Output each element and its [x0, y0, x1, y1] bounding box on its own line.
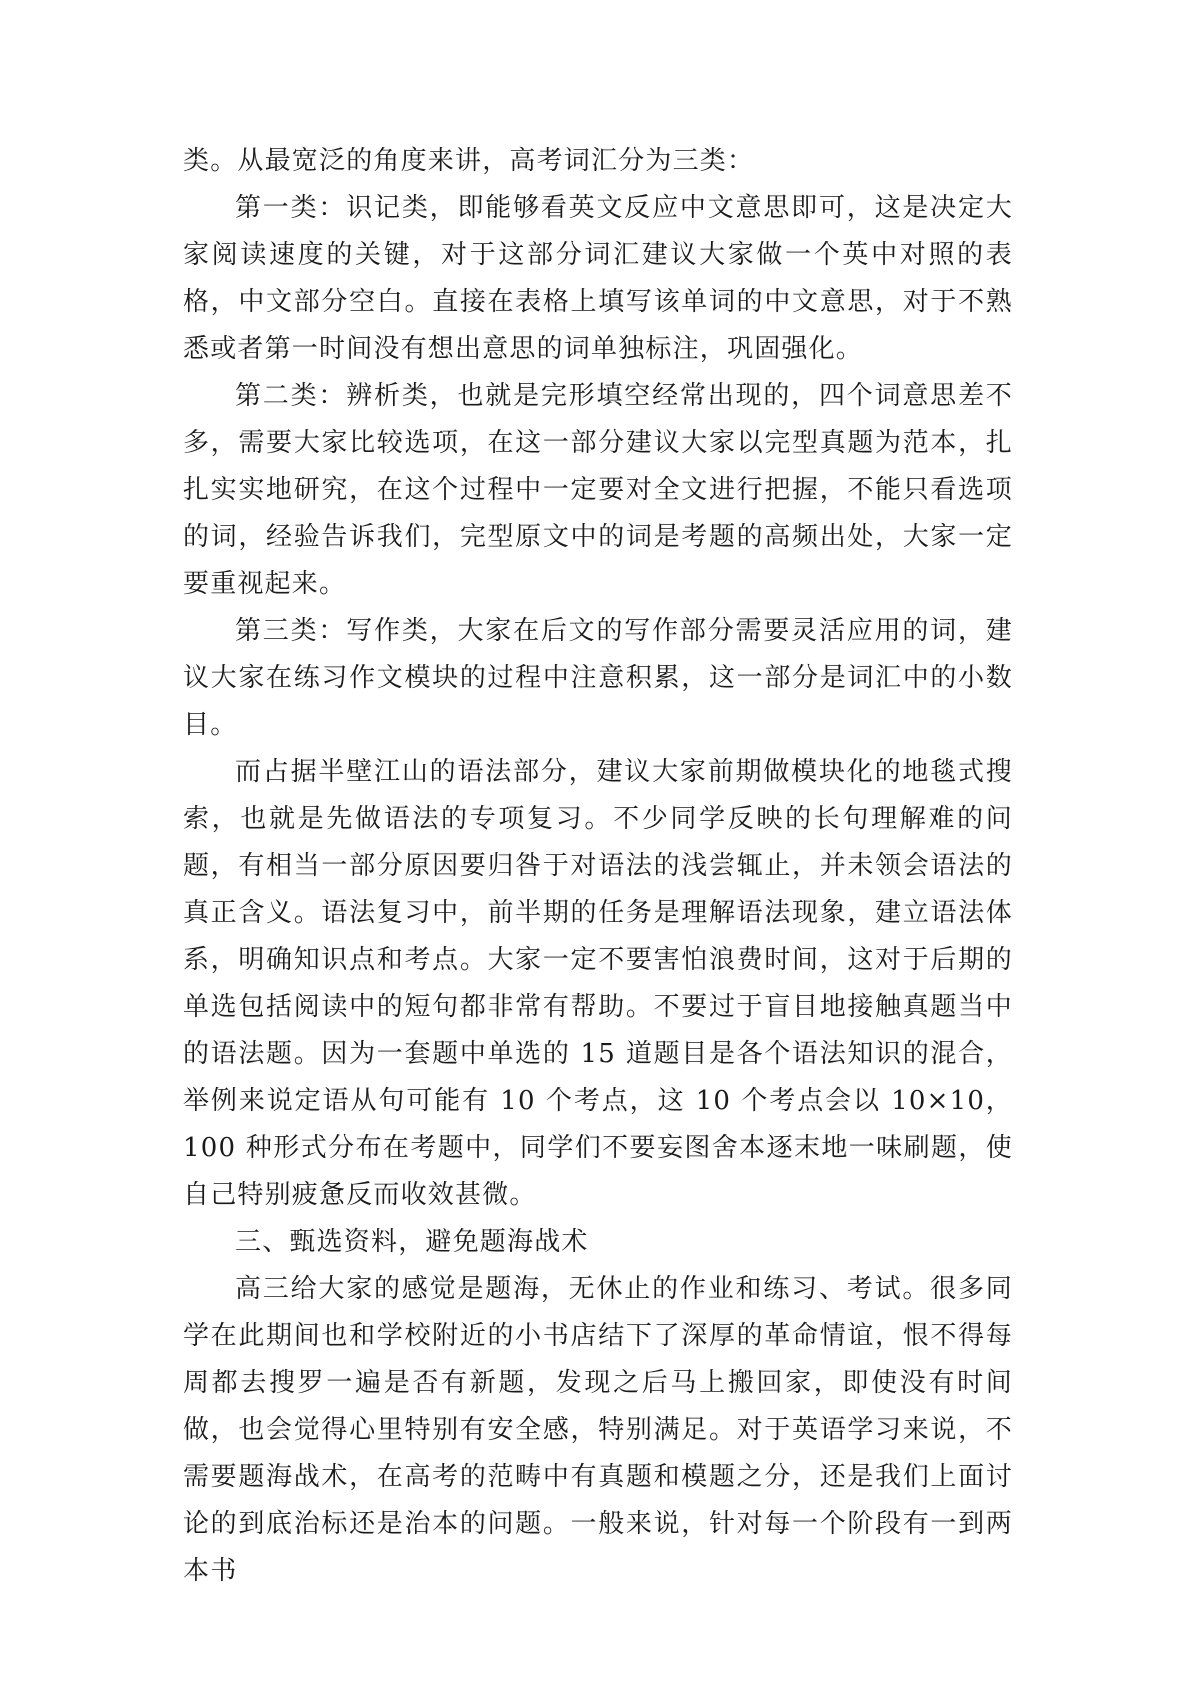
paragraph-continuation: 类。从最宽泛的角度来讲，高考词汇分为三类：	[183, 146, 755, 176]
document-body	[183, 138, 1013, 1595]
paragraph-category-three: 第三类：写作类，大家在后文的写作部分需要灵活应用的词，建议大家在练习作文模块的过程中注意积累，这一部分是词汇中的小数目。	[183, 616, 1013, 740]
section-heading-three: 三、甄选资料，避免题海战术	[235, 1227, 589, 1257]
paragraph-category-two: 第二类：辨析类，也就是完形填空经常出现的，四个词意思差不多，需要大家比较选项，在这一部分建议大家以完型真题为范本，扎扎实实地研究，在这个过程中一定要对全文进行把握，不能只看选项的词，经验告诉我们，完型原文中的词是考题的高频出处，大家一定要重视起来。	[183, 381, 1013, 599]
paragraph-question-sea: 高三给大家的感觉是题海，无休止的作业和练习、考试。很多同学在此期间也和学校附近的小书店结下了深厚的革命情谊，恨不得每周都去搜罗一遍是否有新题，发现之后马上搬回家，即使没有时间做，也会觉得心里特别有安全感，特别满足。对于英语学习来说，不需要题海战术，在高考的范畴中有真题和模题之分，还是我们上面讨论的到底治标还是治本的问题。一般来说，针对每一个阶段有一到两本书	[183, 1274, 1013, 1586]
paragraph-category-one: 第一类：识记类，即能够看英文反应中文意思即可，这是决定大家阅读速度的关键，对于这部分词汇建议大家做一个英中对照的表格，中文部分空白。直接在表格上填写该单词的中文意思，对于不熟悉或者第一时间没有想出意思的词单独标注，巩固强化。	[183, 193, 1013, 364]
paragraph-grammar: 而占据半壁江山的语法部分，建议大家前期做模块化的地毯式搜索，也就是先做语法的专项复习。不少同学反映的长句理解难的问题，有相当一部分原因要归咎于对语法的浅尝辄止，并未领会语法的真正含义。语法复习中，前半期的任务是理解语法现象，建立语法体系，明确知识点和考点。大家一定不要害怕浪费时间，这对于后期的单选包括阅读中的短句都非常有帮助。不要过于盲目地接触真题当中的语法题。因为一套题中单选的 15 道题目是各个语法知识的混合，举例来说定语从句可能有 10 个考点，这 10 个考点会以 10×10，100 种形式分布在考题中，同学们不要妄图舍本逐末地一味刷题，使自己特别疲惫反而收效甚微。	[183, 757, 1013, 1210]
